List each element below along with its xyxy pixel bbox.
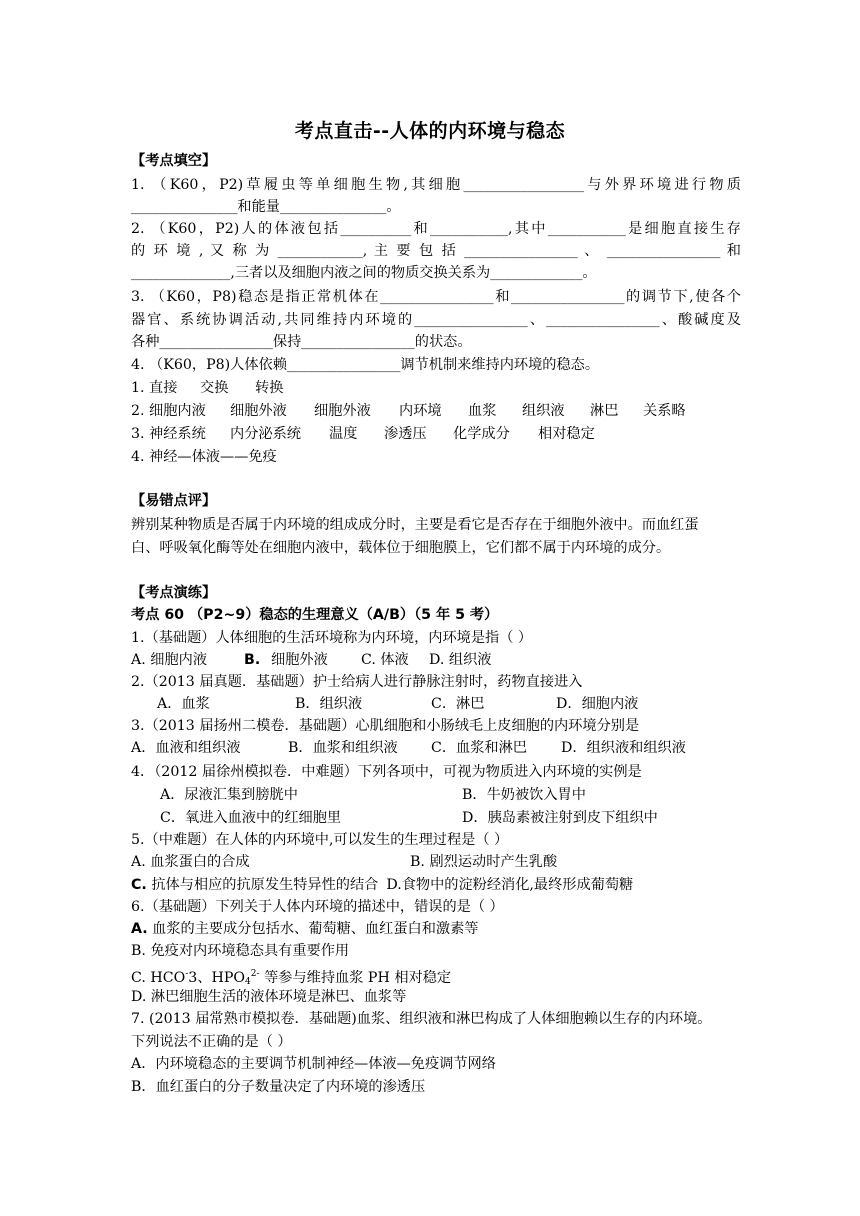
q2-option-c: C．淋巴 — [431, 696, 485, 712]
answer-item: 3. 神经系统 — [131, 426, 206, 442]
practice-point: 考点 60 （P2~9）稳态的生理意义（A/B）（5 年 5 考） — [131, 607, 499, 623]
answer-line-1 — [131, 377, 741, 399]
q3-options — [131, 737, 741, 759]
q2-option-d: D．细胞内液 — [556, 696, 639, 712]
q6-stem: 6.（基础题）下列关于人体内环境的描述中，错误的是（ ） — [131, 899, 504, 915]
answer-item: 温度 — [329, 426, 358, 442]
answer-item: 血浆 — [468, 403, 497, 419]
errors-line-2: 白、呼吸氧化酶等处在细胞内液中，载体位于细胞膜上，它们都不属于内环境的成分。 — [131, 540, 671, 556]
q3-option-c: C．血浆和淋巴 — [431, 740, 527, 756]
answer-line-4: 4. 神经—体液——免疫 — [131, 449, 277, 465]
q5-stem: 5.（中难题）在人体的内环境中,可以发生的生理过程是（ ） — [131, 832, 509, 848]
q5-option-c-letter: C. — [131, 877, 147, 893]
q2-option-b: B．组织液 — [295, 696, 363, 712]
q6-option-c-text: 3、HPO — [188, 970, 246, 986]
answer-item: 1. 直接 — [131, 380, 178, 396]
answer-item: 淋巴 — [590, 403, 619, 419]
q6-option-c — [131, 963, 741, 985]
q5-option-d: D.食物中的淀粉经消化,最终形成葡萄糖 — [386, 877, 634, 893]
q4-option-a: A．尿液汇集到膀胱中 — [160, 787, 298, 803]
q6-option-b: B. 免疫对内环境稳态具有重要作用 — [131, 943, 350, 959]
answer-item: 细胞外液 — [314, 403, 371, 419]
q2-option-a: A．血浆 — [157, 696, 210, 712]
q7-stem-2: 下列说法不正确的是（ ） — [131, 1034, 292, 1050]
q4-option-c: C．氧进入血液中的红细胞里 — [160, 810, 342, 826]
fill-line-8: 各种________________保持________________的状态。 — [131, 334, 472, 350]
q1-option-a: A. 细胞内液 — [131, 652, 208, 668]
fill-heading: 【考点填空】 — [131, 153, 217, 169]
errors-heading: 【易错点评】 — [131, 493, 217, 509]
answer-item: 组织液 — [522, 403, 565, 419]
fill-line-5: ______________,三者以及细胞内液之间的物质交换关系为_____________。 — [131, 265, 597, 281]
q6-option-d: D. 淋巴细胞生活的液体环境是淋巴、血浆等 — [131, 989, 407, 1005]
fill-line-2: _______________和能量_______________。 — [131, 199, 401, 215]
q1-option-c: C. 体液 — [361, 652, 409, 668]
q4-stem: 4．（2012 届徐州模拟卷．中难题）下列各项中，可视为物质进入内环境的实例是 — [131, 764, 642, 780]
practice-heading: 【考点演练】 — [131, 585, 217, 601]
q5-option-b: B. 剧烈运动时产生乳酸 — [410, 854, 558, 870]
q3-stem: 3.（2013 届扬州二模卷．基础题）心肌细胞和小肠绒毛上皮细胞的内环境分别是 — [131, 718, 640, 734]
q6-option-c-charge: 2- — [250, 969, 260, 979]
answer-item: 关系略 — [643, 403, 686, 419]
q2-stem: 2.（2013 届真题．基础题）护士给病人进行静脉注射时，药物直接进入 — [131, 674, 583, 690]
q6-option-a-line — [131, 918, 741, 940]
answer-item: 渗透压 — [384, 426, 427, 442]
answer-line-3 — [131, 423, 741, 445]
fill-line-4: 的 环 境 , 又 称 为 ____________, 主 要 包 括 ________________ 、 ________________ 和 — [131, 243, 741, 259]
answer-item: 化学成分 — [453, 426, 510, 442]
page-title: 考点直击--人体的内环境与稳态 — [294, 120, 566, 142]
fill-line-3: 2. （K60，P2)人的体液包括__________和___________,其中___________是细胞直接生存 — [131, 221, 741, 237]
q4-option-b: B．牛奶被饮入胃中 — [462, 787, 586, 803]
q3-option-d: D．组织液和组织液 — [561, 740, 686, 756]
fill-line-6: 3. （K60，P8)稳态是指正常机体在________________和________________的调节下,使各个 — [131, 289, 741, 305]
q7-option-b: B．血红蛋白的分子数量决定了内环境的渗透压 — [131, 1079, 426, 1095]
q5-options-row-2 — [131, 874, 741, 896]
q6-option-c-subscript: 4 — [245, 977, 251, 987]
q6-option-a-letter: A. — [131, 921, 148, 937]
q1-option-b-letter: B. — [244, 652, 261, 668]
q7-stem-1: 7. (2013 届常熟市模拟卷．基础题)血浆、组织液和淋巴构成了人体细胞赖以生存的内环境。 — [131, 1011, 712, 1027]
q1-option-b: 细胞外液 — [271, 652, 328, 668]
q2-options — [157, 693, 767, 715]
answer-line-2 — [131, 400, 741, 422]
q5-options-row-1 — [131, 851, 741, 873]
q3-option-b: B．血浆和组织液 — [288, 740, 398, 756]
q6-option-a: 血浆的主要成分包括水、葡萄糖、血红蛋白和激素等 — [147, 921, 479, 937]
answer-item: 2. 细胞内液 — [131, 403, 206, 419]
q1-option-d: D. 组织液 — [429, 652, 492, 668]
q6-option-c-text: 等参与维持血浆 PH 相对稳定 — [259, 970, 452, 986]
q4-option-d: D．胰岛素被注射到皮下组织中 — [462, 810, 658, 826]
q6-option-c-charge: - — [185, 969, 189, 979]
q1-options — [131, 649, 741, 671]
q5-option-a: A. 血浆蛋白的合成 — [131, 854, 250, 870]
answer-item: 内环境 — [399, 403, 442, 419]
fill-line-9: 4. （K60，P8)人体依赖________________调节机制来维持内环境的稳态。 — [131, 357, 600, 373]
answer-item: 内分泌系统 — [230, 426, 301, 442]
answer-item: 转换 — [255, 380, 284, 396]
answer-item: 相对稳定 — [538, 426, 595, 442]
q1-stem: 1.（基础题）人体细胞的生活环境称为内环境，内环境是指（ ） — [131, 630, 533, 646]
q5-option-c: 抗体与相应的抗原发生特异性的结合 — [146, 877, 379, 893]
answer-item: 细胞外液 — [230, 403, 287, 419]
errors-line-1: 辨别某种物质是否属于内环境的组成成分时，主要是看它是否存在于细胞外液中。而血红蛋 — [131, 517, 699, 533]
fill-line-1: 1. （K60，P2)草履虫等单细胞生物,其细胞_________________与外界环境进行物质 — [131, 177, 741, 193]
q3-option-a: A．血液和组织液 — [131, 740, 241, 756]
q6-option-c-text: C. HCO — [131, 970, 186, 986]
q4-options-row-1 — [160, 784, 770, 806]
q7-option-a: A．内环境稳态的主要调节机制神经—体液—免疫调节网络 — [131, 1056, 496, 1072]
answer-item: 交换 — [200, 380, 229, 396]
q4-options-row-2 — [160, 807, 770, 829]
fill-line-7: 器官、系统协调活动,共同维持内环境的________________、________________、酸碱度及 — [131, 312, 741, 328]
